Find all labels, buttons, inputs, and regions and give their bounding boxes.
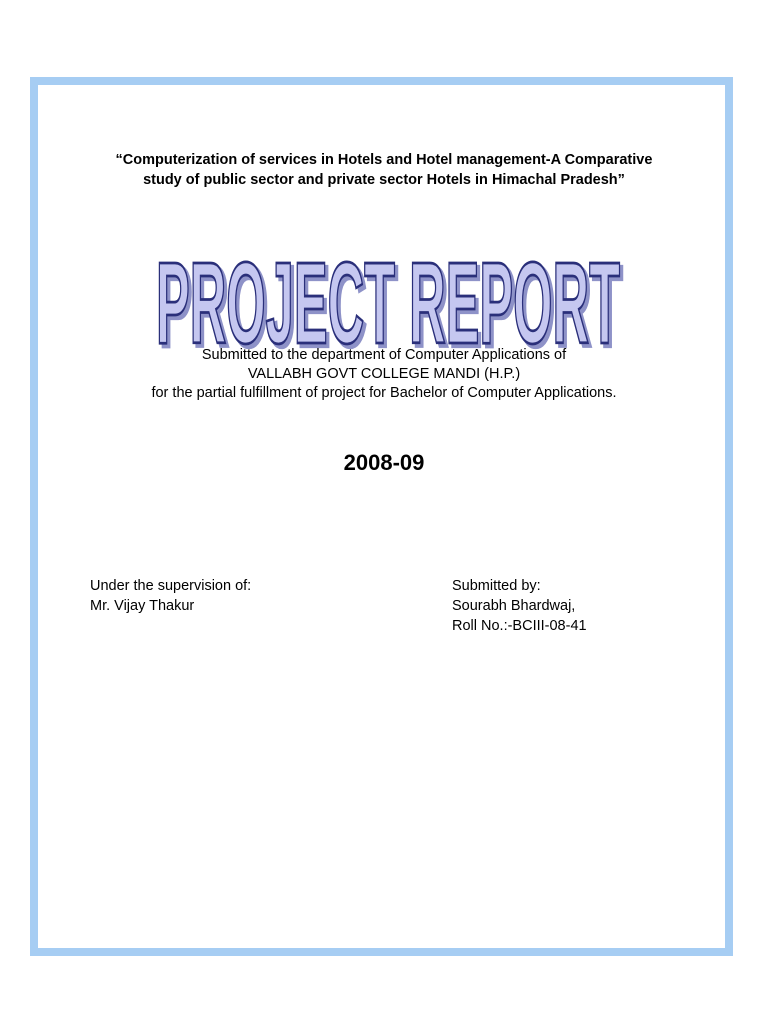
submission-statement xyxy=(60,346,708,403)
project-title-line-2: study of public sector and private sector Hotels in Himachal Pradesh” xyxy=(143,172,625,188)
submitted-by-label: Submitted by: xyxy=(452,578,541,594)
roll-number: Roll No.:-BCIII-08-41 xyxy=(452,618,587,634)
supervision-block xyxy=(90,576,251,616)
submission-line-3: for the partial fulfillment of project for Bachelor of Computer Applications. xyxy=(151,385,617,401)
supervisor-name: Mr. Vijay Thakur xyxy=(90,598,195,614)
submission-line-1: Submitted to the department of Computer Applications of xyxy=(201,347,567,363)
project-report-wordart-shadow: PROJECT REPORT xyxy=(159,241,623,372)
supervision-label: Under the supervision of: xyxy=(90,578,252,594)
submission-line-2: VALLABH GOVT COLLEGE MANDI (H.P.) xyxy=(247,366,521,382)
submitted-by-block xyxy=(452,576,587,636)
page-border xyxy=(30,77,733,956)
student-name: Sourabh Bhardwaj, xyxy=(452,598,576,614)
project-title-line-1: “Computerization of services in Hotels and Hotel management-A Comparative xyxy=(115,152,653,168)
project-title xyxy=(70,150,698,190)
project-report-wordart-text: PROJECT REPORT xyxy=(156,238,620,369)
session-year: 2008-09 xyxy=(343,450,425,475)
